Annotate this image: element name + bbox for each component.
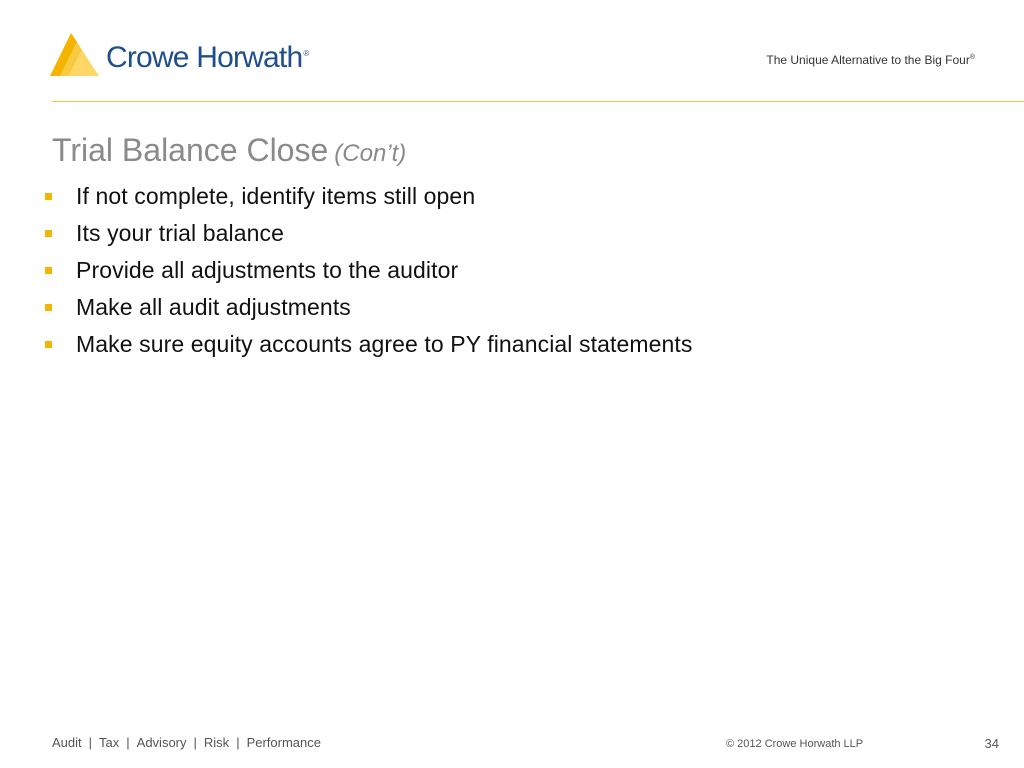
footer-copyright: © 2012 Crowe Horwath LLP: [726, 738, 864, 750]
bullet-item: [44, 215, 693, 252]
bullet-text: Make all audit adjustments: [76, 294, 351, 320]
bullet-item: [44, 289, 693, 326]
page-number: 34: [984, 736, 999, 751]
footer-service-performance: Performance: [246, 735, 321, 750]
bullet-text: Its your trial balance: [76, 220, 285, 246]
bullet-text: Provide all adjustments to the auditor: [76, 257, 459, 283]
tagline-text: The Unique Alternative to the Big Four: [766, 53, 970, 67]
bullet-item: [44, 252, 693, 289]
square-bullet-icon: [45, 304, 52, 311]
footer-separator: |: [88, 735, 93, 750]
logo-wordmark-text: Crowe Horwath: [106, 41, 303, 74]
footer-service-advisory: Advisory: [136, 735, 187, 750]
bullet-text: If not complete, identify items still open: [76, 183, 476, 209]
header-divider: [52, 101, 1024, 102]
footer-separator: |: [126, 735, 130, 750]
footer-separator: |: [236, 735, 240, 750]
logo-registered-mark: ®: [303, 49, 309, 58]
bullet-item: [44, 326, 693, 363]
bullet-list: [44, 178, 693, 363]
square-bullet-icon: [45, 230, 52, 237]
footer-service-tax: Tax: [99, 735, 120, 750]
square-bullet-icon: [45, 267, 52, 274]
slide-title: [52, 131, 406, 173]
footer-separator: |: [193, 735, 197, 750]
logo-mark-icon: [48, 30, 100, 78]
footer-services: [52, 735, 321, 750]
slide-title-suffix: (Con’t): [334, 140, 407, 167]
footer-service-risk: Risk: [203, 735, 230, 750]
square-bullet-icon: [45, 193, 52, 200]
footer-service-audit: Audit: [52, 735, 82, 750]
square-bullet-icon: [45, 341, 52, 348]
tagline-registered-mark: ®: [969, 54, 975, 61]
bullet-item: [44, 178, 693, 215]
bullet-text: Make sure equity accounts agree to PY financial statements: [76, 331, 693, 357]
header-tagline: [766, 53, 975, 67]
logo-wordmark: [106, 36, 308, 76]
slide-title-text: Trial Balance Close: [52, 132, 329, 168]
crowe-horwath-logo: [48, 30, 308, 80]
